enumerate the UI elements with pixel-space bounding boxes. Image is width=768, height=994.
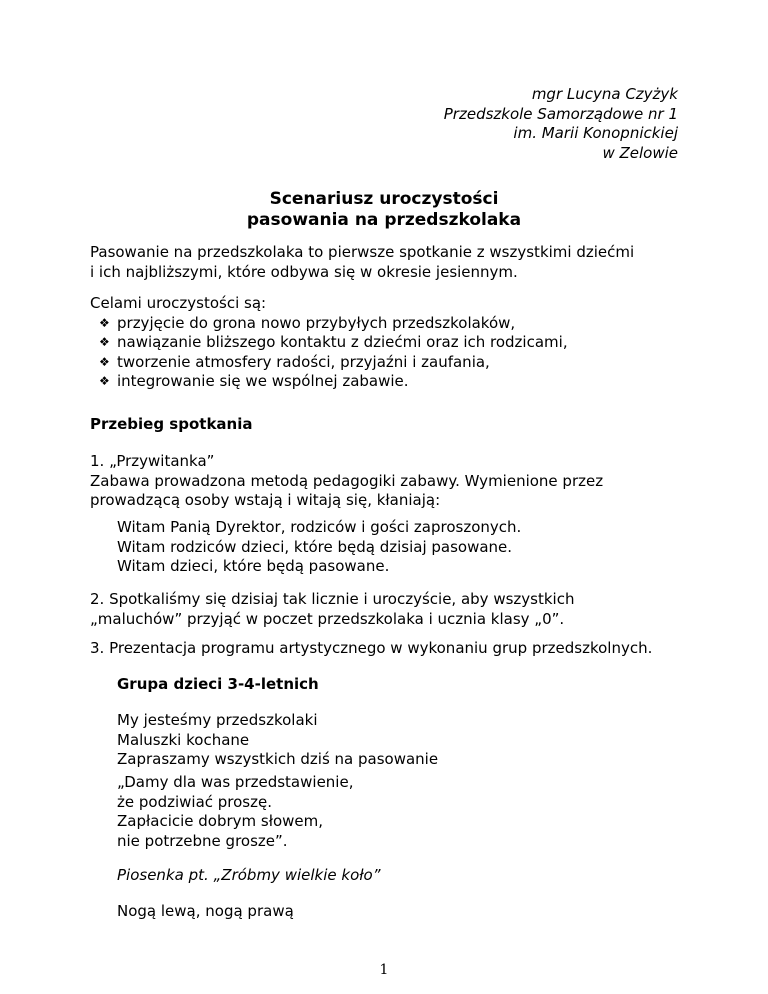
greeting-line: Witam rodziców dzieci, które będą dzisiaj pasowane.	[117, 537, 513, 556]
diamond-bullet-icon: ❖	[99, 354, 110, 369]
step-1	[90, 452, 688, 511]
verse-line: Maluszki kochane	[117, 730, 250, 749]
step-1-title: 1. „Przywitanka”	[90, 452, 215, 470]
diamond-bullet-icon: ❖	[99, 335, 110, 349]
list-item: ❖ tworzenie atmosfery radości, przyjaźni i zaufania,	[99, 352, 490, 371]
diamond-bullet-icon: ❖	[99, 315, 110, 330]
goals-list	[90, 314, 688, 392]
section-heading: Przebieg spotkania	[90, 415, 253, 433]
song-line: Nogą lewą, nogą prawą	[117, 902, 294, 920]
verse-line: Zapraszamy wszystkich dziś na pasowanie	[117, 750, 439, 768]
title-line-1: Scenariusz uroczystości	[269, 189, 499, 209]
intro-line-1: Pasowanie na przedszkolaka to pierwsze spotkanie z wszystkimi dziećmi	[90, 243, 635, 261]
verse-2	[90, 773, 688, 851]
greeting-line: Witam Panią Dyrektor, rodziców i gości zaproszonych.	[117, 518, 522, 536]
diamond-bullet-icon: ❖	[99, 374, 110, 388]
step-3-line-1: 3. Prezentacja programu artystycznego w wykonaniu grup przedszkolnych.	[90, 639, 653, 657]
author-town: w Zelowie	[602, 143, 678, 162]
intro-paragraph	[90, 243, 688, 282]
greetings	[90, 518, 688, 577]
author-patron: im. Marii Konopnickiej	[513, 124, 678, 142]
step-1-desc-2: prowadzącą osoby wstają i witają się, kłaniają:	[90, 491, 441, 509]
verse-line: Zapłacicie dobrym słowem,	[117, 812, 324, 830]
song-title: Piosenka pt. „Zróbmy wielkie koło”	[117, 866, 381, 884]
greeting-line: Witam dzieci, które będą pasowane.	[117, 557, 390, 575]
goals-heading: Celami uroczystości są:	[90, 294, 267, 312]
group-heading: Grupa dzieci 3-4-letnich	[117, 675, 319, 693]
verse-line: że podziwiać proszę.	[117, 792, 272, 811]
intro-line-2: i ich najbliższymi, które odbywa się w okresie jesiennym.	[90, 262, 518, 281]
author-school: Przedszkole Samorządowe nr 1	[443, 104, 678, 123]
step-3	[90, 639, 688, 659]
verse-line: nie potrzebne grosze”.	[117, 831, 288, 850]
verse-line: „Damy dla was przedstawienie,	[117, 773, 354, 791]
document-title	[0, 189, 768, 231]
step-2-line-2: „maluchów” przyjąć w poczet przedszkolaka i ucznia klasy „0”.	[90, 609, 565, 628]
list-item: ❖ przyjęcie do grona nowo przybyłych przedszkolaków,	[99, 313, 516, 332]
step-2-line-1: 2. Spotkaliśmy się dzisiaj tak licznie i uroczyście, aby wszystkich	[90, 590, 575, 608]
step-2	[90, 590, 688, 629]
list-item: ❖ integrowanie się we wspólnej zabawie.	[99, 372, 409, 390]
page-number: 1	[379, 962, 389, 978]
verse-line: My jesteśmy przedszkolaki	[117, 711, 318, 729]
title-line-2: pasowania na przedszkolaka	[246, 210, 522, 230]
step-1-desc-1: Zabawa prowadzona metodą pedagogiki zabawy. Wymienione przez	[90, 471, 604, 490]
list-item: ❖ nawiązanie bliższego kontaktu z dziećmi oraz ich rodzicami,	[99, 333, 568, 351]
goals-section	[90, 294, 688, 392]
author-name: mgr Lucyna Czyżyk	[531, 85, 678, 103]
author-block	[444, 85, 678, 163]
verse-1	[90, 711, 688, 770]
